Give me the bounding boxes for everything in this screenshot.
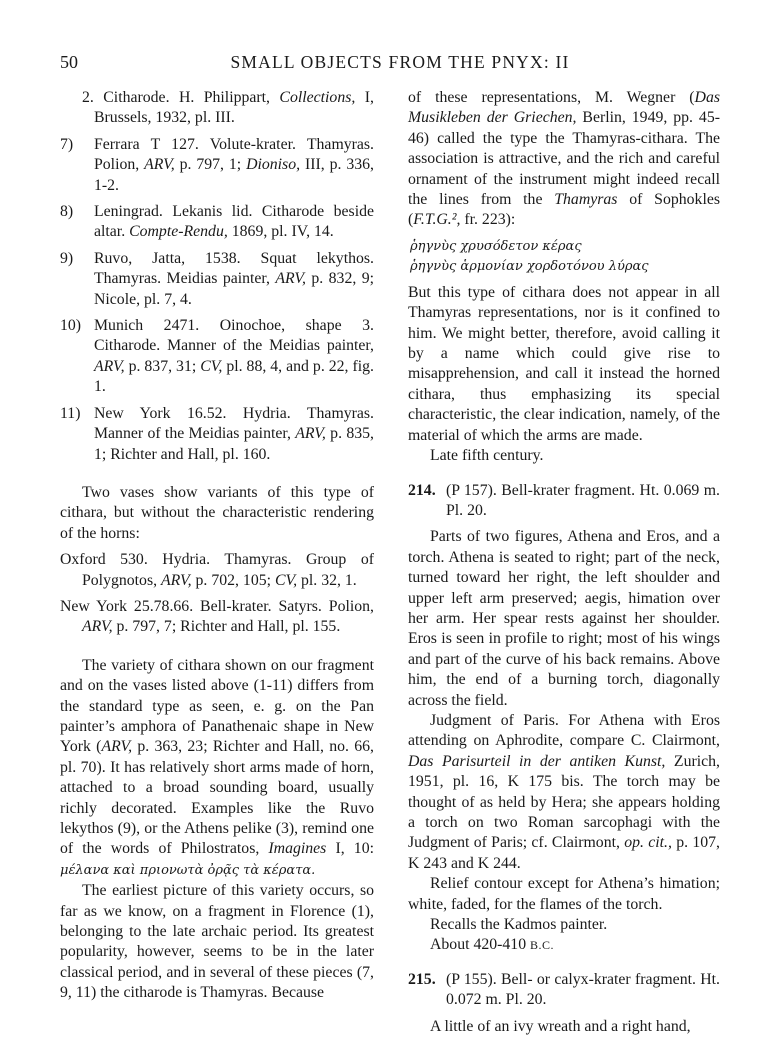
catalog-item-number: 11) [60,404,81,422]
italic-citation: F.T.G.², [413,211,461,229]
entry-214-painter: Recalls the Kadmos painter. [430,916,608,934]
italic-citation: Thamyras [554,191,618,209]
variants-intro: Two vases show variants of this type of cithara, but without the characteristic rendering of the horns: [60,483,374,542]
right-column [408,88,720,1037]
entry-214-heading: 214. (P 157). Bell-krater fragment. Ht. 0.069 m. Pl. 20. [408,481,720,519]
entry-214-judgment-of-paris [408,711,720,874]
catalog-item [60,202,374,243]
variant-vase [60,550,374,591]
page-number: 50 [60,52,78,72]
text-run: p. 797, 1; [174,156,247,174]
text-run: fr. 223): [460,211,516,229]
italic-citation: Das Parisurteil in der antiken Kunst, [408,752,666,770]
italic-citation: ARV, [101,738,133,756]
italic-citation: Das Musikleben der Griechen, [408,89,720,127]
greek-quote-line-2: ῥηγνὺς ἁρμονίαν χορδοτόνου λύρας [410,258,649,274]
text-run: I, 10: [326,840,374,858]
text-run: of these representations, M. Wegner ( [408,89,695,106]
catalog-item-number: 10) [60,317,82,335]
text-run: Munich 2471. Oinochoe, shape 3. Citharode. Manner of the Meidias painter, [94,317,374,355]
text-run: Judgment of Paris. For Athena with Eros attending on Aphrodite, compare C. Clairmont, [408,711,720,750]
text-run: p. 797, 7; Richter and Hall, pl. 155. [112,618,341,636]
entry-215-heading: 215. (P 155). Bell- or calyx-krater fragment. Ht. 0.072 m. Pl. 20. [408,970,720,1009]
entry-214-date: About 420-410 B.C. [430,936,555,954]
catalog-item [60,404,374,465]
catalog-item-number: 9) [60,249,74,267]
entry-214-number: 214. [408,481,436,499]
catalog-item-2: 2. Citharode. H. Philippart, Collections, I, Brussels, 1932, pl. III. [82,89,374,127]
text-run: p. 832, 9; Nicole, pl. 7, 4. [94,270,374,308]
entry-214-description: Parts of two figures, Athena and Eros, and a torch. Athena is seated to right; part of the neck, turned toward her right, the left shoulder and upper left arm preserved; aegis, himation over her arm. Her spear rests against her shoulder. Eros is seen in profile to right; most of his wings and part of the curve of his back remains. Above him, the end of a burning torch, diagonally across the field. [408,528,720,709]
text-run: The variety of cithara shown on our fragment and on the vases listed above (1-11) differs from the standard type as seen, e. g. on the Pan painter’s amphora of Panathenaic shape in New York ( [60,656,374,756]
paragraph-thamyras-cithara [408,88,720,231]
text-run: p. 107, K 243 and K 244. [408,834,720,872]
entry-214-relief: Relief contour except for Athena’s himation; white, faded, for the flames of the torch. [408,875,720,913]
text-run: p. 363, 23; Richter and Hall, no. 66, pl. 70). It has relatively short arms made of horn, attached to a broad sounding board, usually richly decorated. Examples like the Ruvo lekythos (9), or the Athens pelike (3), remind one of the words of Philostratos, [60,738,375,858]
italic-citation: CV, [200,357,223,375]
italic-citation: ARV, [275,270,306,288]
text-run: p. 835, 1; Richter and Hall, pl. 160. [94,425,374,463]
variants-list [60,550,374,638]
left-column [60,88,374,1004]
paragraph-earliest-picture: The earliest picture of this variety occurs, so far as we know, on a fragment in Florence (1), belonging to the late archaic period. Its greatest popularity, however, seems to be in the later classical period, and in several of these pieces (7, 9, 11) the citharode is Thamyras. Because [60,882,374,1002]
text-run: of Sophokles ( [408,191,720,229]
italic-citation: Dioniso, [246,156,301,174]
text-run: Leningrad. Lekanis lid. Citharode beside altar. [94,203,374,241]
catalog-item [60,316,374,398]
catalog-list [60,135,374,465]
greek-quote-line-1: ῥηγνὺς χρυσόδετον κέρας [410,238,582,254]
italic-citation: ARV, [94,357,125,375]
italic-citation: ARV, [161,571,192,589]
italic-citation: ARV, [144,156,175,174]
text-run: pl. 32, 1. [297,571,357,589]
text-run: p. 837, 31; [124,357,201,375]
italic-citation: Compte-Rendu, [129,223,228,241]
text-run: III, p. 336, 1-2. [94,156,374,194]
entry-215-number: 215. [408,970,436,988]
text-run: 1869, pl. IV, 14. [227,223,334,241]
catalog-item [60,135,374,196]
text-run: p. 702, 105; [191,571,275,589]
catalog-item-number: 8) [60,203,74,221]
text-run: pl. 88, 4, and p. 22, fig. 1. [94,357,374,396]
italic-citation: ARV, [82,618,113,636]
italic-citation: ARV, [295,425,326,443]
text-run: Berlin, 1949, pp. 45-46) called the type the Thamyras-cithara. The association is attractive, and the rich and careful ornament of the instrument might indeed recall the lines from the [408,109,720,209]
text-run: Zurich, 1951, pl. 16, K 175 bis. The torch may be thought of as held by Hera; she appears holding a torch on two Roman sarcophagi with the Judgment of Paris; cf. Clairmont, [408,752,720,852]
text-run: Ruvo, Jatta, 1538. Squat lekythos. Thamyras. Meidias painter, [94,249,374,288]
italic-citation: Imagines [268,840,327,858]
italic-citation: op. cit., [624,834,672,852]
text-run: Oxford 530. Hydria. Thamyras. Group of Polygnotos, [60,551,374,589]
italic-citation: CV, [274,571,298,589]
variant-vase [60,597,374,638]
text-run: New York 16.52. Hydria. Thamyras. Manner of the Meidias painter, [94,404,374,443]
catalog-item-number: 7) [60,135,74,153]
paragraph-horned-cithara: But this type of cithara does not appear in all Thamyras representations, nor is it confined to him. We might better, therefore, avoid calling it by a name which could give rise to misapprehension, and call it instead the horned cithara, thus emphasizing its special characteristic, the clear indication, namely, of the material of which the arms are made. [408,283,720,444]
catalog-item [60,249,374,310]
paragraph-cithara-variety [60,656,374,881]
entry-215-description: A little of an ivy wreath and a right hand, [430,1017,691,1035]
running-title: SMALL OBJECTS FROM THE PNYX: II [230,52,570,72]
date-late-fifth-century: Late fifth century. [430,447,544,465]
text-run: Ferrara T 127. Volute-krater. Thamyras. Polion, [94,135,374,174]
greek-phrase: μέλανα καὶ πριονωτὰ ὀρᾷς τὰ κέρατα. [60,862,316,878]
text-run: New York 25.78.66. Bell-krater. Satyrs. Polion, [60,597,374,615]
